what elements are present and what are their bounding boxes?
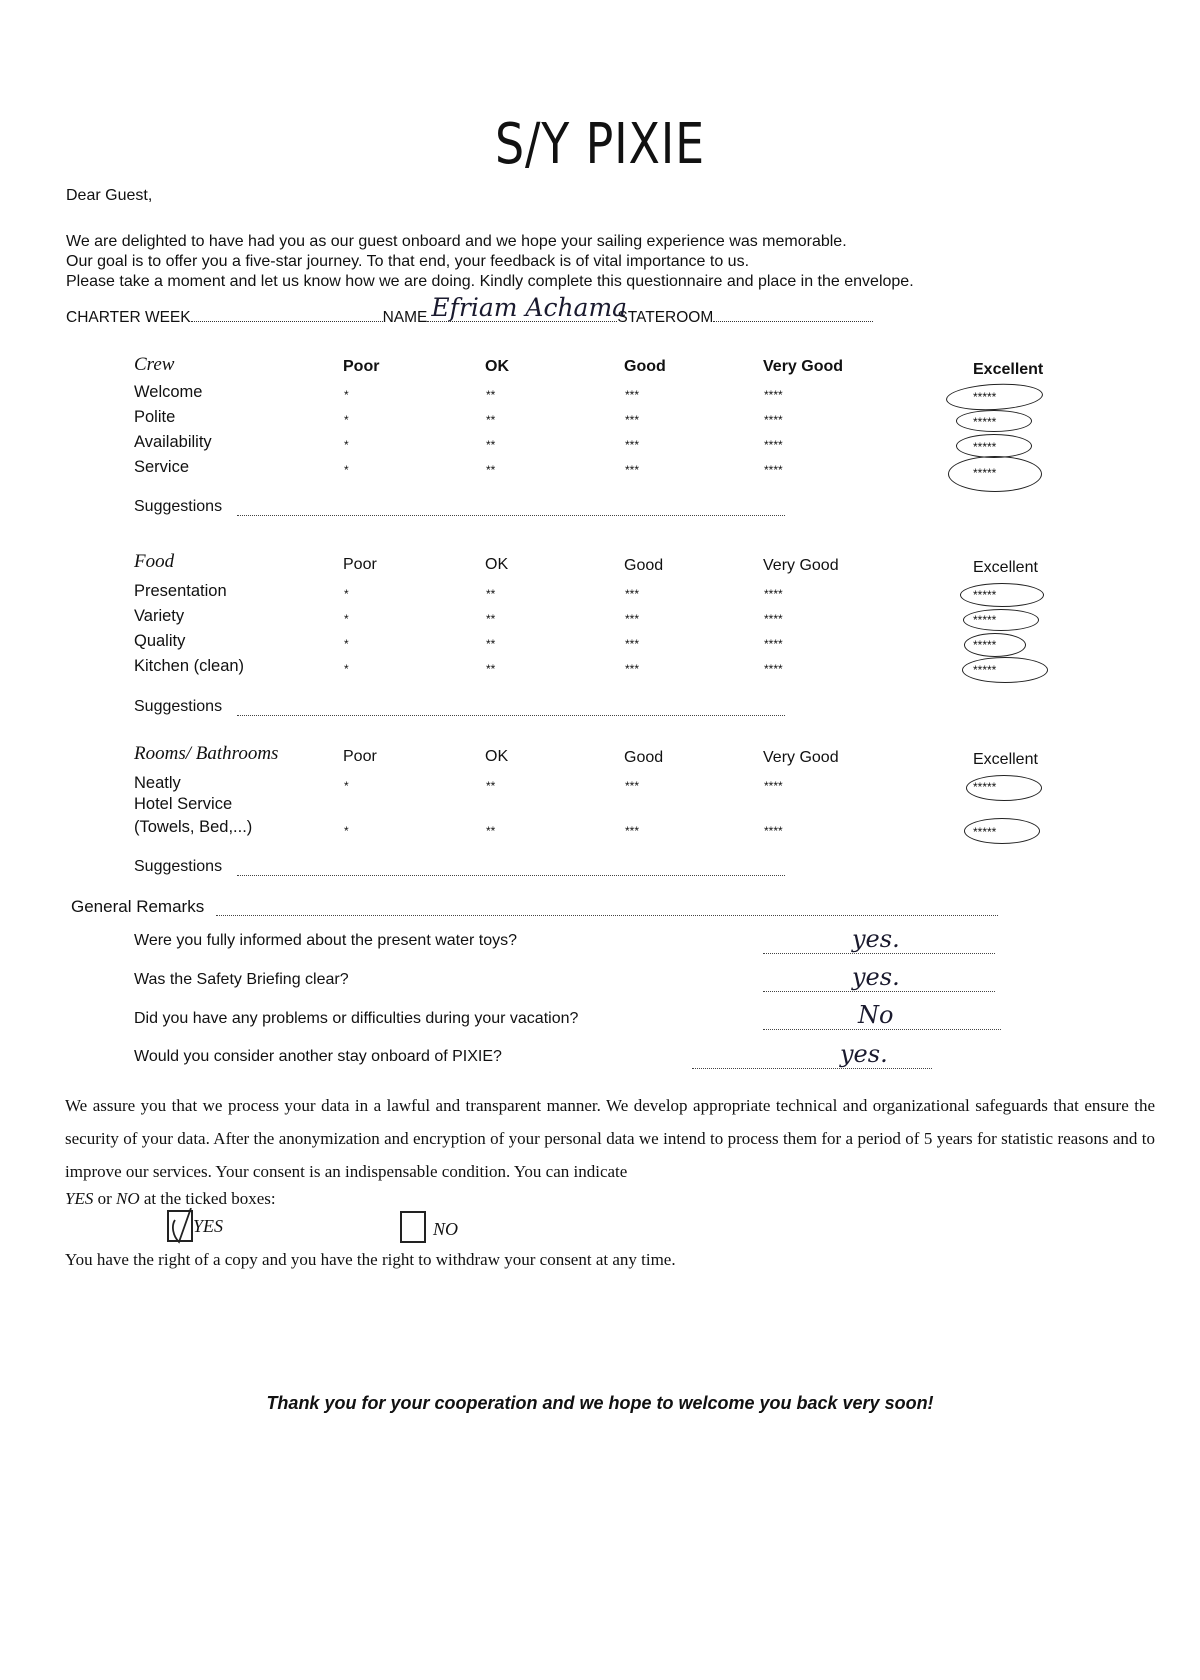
rating-option-very-good[interactable]: **** bbox=[764, 413, 783, 427]
row-label: Welcome bbox=[134, 383, 203, 401]
suggestions-field[interactable] bbox=[237, 714, 785, 716]
suggestions-field[interactable] bbox=[237, 514, 785, 516]
rating-option-poor[interactable]: * bbox=[344, 662, 349, 676]
column-poor: Poor bbox=[343, 358, 380, 375]
stateroom-label: STATEROOM bbox=[617, 309, 714, 326]
column-very-good: Very Good bbox=[763, 749, 839, 766]
hand-drawn-circle-icon bbox=[948, 456, 1042, 492]
thank-you-message: Thank you for your cooperation and we hope to welcome you back very soon! bbox=[266, 1393, 934, 1413]
column-poor: Poor bbox=[343, 556, 377, 573]
column-ok: OK bbox=[485, 556, 509, 573]
hand-drawn-circle-icon bbox=[960, 583, 1044, 607]
hand-drawn-circle-icon bbox=[956, 410, 1032, 432]
rating-option-poor[interactable]: * bbox=[344, 463, 349, 477]
rating-option-excellent[interactable]: ***** bbox=[973, 440, 997, 454]
hand-drawn-circle-icon bbox=[962, 657, 1048, 683]
rating-option-very-good[interactable]: **** bbox=[764, 779, 783, 793]
answer-handwritten: yes. bbox=[852, 925, 900, 953]
column-very-good: Very Good bbox=[763, 557, 839, 574]
question-text: Were you fully informed about the present water toys? bbox=[134, 932, 518, 949]
rating-option-ok[interactable]: ** bbox=[486, 824, 496, 838]
rating-option-very-good[interactable]: **** bbox=[764, 612, 783, 626]
hand-drawn-circle-icon bbox=[945, 381, 1043, 412]
column-poor: Poor bbox=[343, 748, 377, 765]
section-title-rooms: Rooms/ Bathrooms bbox=[134, 743, 279, 764]
rating-option-poor[interactable]: * bbox=[344, 824, 349, 838]
charter-week-field[interactable] bbox=[191, 307, 383, 322]
hand-drawn-circle-icon bbox=[956, 434, 1032, 458]
rating-option-good[interactable]: *** bbox=[625, 463, 640, 477]
intro-line-2: Our goal is to offer you a five-star journey. To that end, your feedback is of vital importance to us. bbox=[66, 253, 750, 270]
section-title-crew: Crew bbox=[134, 354, 175, 375]
column-ok: OK bbox=[485, 748, 509, 765]
rating-option-ok[interactable]: ** bbox=[486, 438, 496, 452]
column-very-good: Very Good bbox=[763, 358, 844, 375]
rating-option-excellent[interactable]: ***** bbox=[973, 415, 997, 429]
rating-option-poor[interactable]: * bbox=[344, 612, 349, 626]
rating-option-poor[interactable]: * bbox=[344, 413, 349, 427]
guest-info-line bbox=[66, 293, 873, 327]
rating-option-good[interactable]: *** bbox=[625, 662, 640, 676]
rating-option-good[interactable]: *** bbox=[625, 438, 640, 452]
intro-line-3: Please take a moment and let us know how we are doing. Kindly complete this questionnaire and place in the envelope. bbox=[66, 273, 914, 290]
checkmark-icon bbox=[169, 1208, 195, 1244]
rating-option-good[interactable]: *** bbox=[625, 587, 640, 601]
row-label: Presentation bbox=[134, 582, 227, 600]
rating-option-ok[interactable]: ** bbox=[486, 662, 496, 676]
column-excellent: Excellent bbox=[973, 559, 1038, 576]
rating-option-excellent[interactable]: ***** bbox=[973, 613, 997, 627]
rating-option-excellent[interactable]: ***** bbox=[973, 588, 997, 602]
row-label: Hotel Service bbox=[134, 795, 233, 813]
stateroom-field[interactable] bbox=[713, 307, 873, 322]
suggestions-label: Suggestions bbox=[134, 698, 223, 715]
rating-option-poor[interactable]: * bbox=[344, 779, 349, 793]
privacy-text: We assure you that we process your data in a lawful and transparent manner. We develop appropriate technical and organizational safeguards that ensure the security of your data. After the anonymization and encryption of your personal data we intend to process them for a period of 5 years for statistic reasons and to improve our services. Your consent is an indispensable condition. You can indicate bbox=[65, 1096, 1155, 1181]
no-word: NO bbox=[116, 1189, 140, 1208]
ticked-boxes-text: at the ticked boxes: bbox=[139, 1189, 276, 1208]
rating-option-poor[interactable]: * bbox=[344, 587, 349, 601]
column-excellent: Excellent bbox=[973, 361, 1044, 378]
rating-option-very-good[interactable]: **** bbox=[764, 587, 783, 601]
consent-yes-label: YES bbox=[193, 1216, 224, 1236]
rating-option-ok[interactable]: ** bbox=[486, 637, 496, 651]
hand-drawn-circle-icon bbox=[966, 775, 1042, 801]
hand-drawn-circle-icon bbox=[963, 609, 1039, 631]
rating-option-very-good[interactable]: **** bbox=[764, 662, 783, 676]
consent-no-checkbox[interactable] bbox=[400, 1211, 426, 1243]
rating-option-good[interactable]: *** bbox=[625, 612, 640, 626]
rating-option-poor[interactable]: * bbox=[344, 637, 349, 651]
row-label-continued: (Towels, Bed,...) bbox=[134, 818, 253, 836]
question-text: Would you consider another stay onboard of PIXIE? bbox=[134, 1048, 502, 1065]
row-label: Quality bbox=[134, 632, 186, 650]
answer-handwritten: yes. bbox=[840, 1040, 888, 1068]
intro-text bbox=[66, 232, 1066, 292]
rating-option-poor[interactable]: * bbox=[344, 388, 349, 402]
rating-option-very-good[interactable]: **** bbox=[764, 388, 783, 402]
rating-option-very-good[interactable]: **** bbox=[764, 824, 783, 838]
rating-option-very-good[interactable]: **** bbox=[764, 438, 783, 452]
answer-handwritten: yes. bbox=[852, 963, 900, 991]
salutation: Dear Guest, bbox=[66, 187, 153, 204]
rating-option-excellent[interactable]: ***** bbox=[973, 825, 997, 839]
rating-option-good[interactable]: *** bbox=[625, 637, 640, 651]
row-label: Service bbox=[134, 458, 190, 476]
column-good: Good bbox=[624, 557, 664, 574]
rights-text: You have the right of a copy and you have the right to withdraw your consent at any time. bbox=[65, 1250, 676, 1269]
rating-option-ok[interactable]: ** bbox=[486, 388, 496, 402]
rating-option-ok[interactable]: ** bbox=[486, 463, 496, 477]
consent-yes-checkbox[interactable] bbox=[167, 1210, 193, 1242]
rating-option-good[interactable]: *** bbox=[625, 779, 640, 793]
general-remarks-field[interactable] bbox=[216, 914, 998, 916]
rating-option-ok[interactable]: ** bbox=[486, 587, 496, 601]
consent-no-label: NO bbox=[433, 1219, 459, 1239]
general-remarks-label: General Remarks bbox=[71, 897, 205, 916]
name-label: NAME bbox=[382, 309, 428, 326]
rating-option-excellent[interactable]: ***** bbox=[973, 638, 997, 652]
suggestions-label: Suggestions bbox=[134, 858, 223, 875]
intro-line-1: We are delighted to have had you as our guest onboard and we hope your sailing experience was memorable. bbox=[66, 233, 847, 250]
charter-week-label: CHARTER WEEK bbox=[66, 309, 191, 326]
hand-drawn-circle-icon bbox=[964, 633, 1026, 657]
rating-option-very-good[interactable]: **** bbox=[764, 637, 783, 651]
suggestions-field[interactable] bbox=[237, 874, 785, 876]
or-word: or bbox=[93, 1189, 117, 1208]
document-title: S/Y PIXIE bbox=[495, 112, 705, 177]
question-text: Did you have any problems or difficulties during your vacation? bbox=[134, 1010, 579, 1027]
rating-option-ok[interactable]: ** bbox=[486, 612, 496, 626]
question-text: Was the Safety Briefing clear? bbox=[134, 971, 349, 988]
privacy-statement bbox=[65, 1089, 1155, 1210]
rating-option-excellent[interactable]: ***** bbox=[973, 663, 997, 677]
rating-option-good[interactable]: *** bbox=[625, 413, 640, 427]
rating-option-excellent[interactable]: ***** bbox=[973, 390, 997, 404]
row-label: Variety bbox=[134, 607, 185, 625]
column-ok: OK bbox=[485, 358, 509, 375]
row-label: Kitchen (clean) bbox=[134, 657, 245, 675]
rating-option-excellent[interactable]: ***** bbox=[973, 780, 997, 794]
rating-option-good[interactable]: *** bbox=[625, 388, 640, 402]
rating-option-excellent[interactable]: ***** bbox=[973, 466, 997, 480]
column-excellent: Excellent bbox=[973, 751, 1038, 768]
name-field[interactable]: Efriam Achama bbox=[427, 307, 617, 322]
row-label: Neatly bbox=[134, 774, 181, 792]
rating-option-very-good[interactable]: **** bbox=[764, 463, 783, 477]
yes-word: YES bbox=[65, 1189, 94, 1208]
section-title-food: Food bbox=[134, 551, 175, 572]
row-label: Availability bbox=[134, 433, 212, 451]
column-good: Good bbox=[624, 749, 664, 766]
column-good: Good bbox=[624, 358, 666, 375]
rating-option-ok[interactable]: ** bbox=[486, 413, 496, 427]
rating-option-poor[interactable]: * bbox=[344, 438, 349, 452]
answer-field[interactable] bbox=[692, 1067, 932, 1069]
rating-option-good[interactable]: *** bbox=[625, 824, 640, 838]
answer-handwritten: No bbox=[858, 1001, 894, 1029]
rating-option-ok[interactable]: ** bbox=[486, 779, 496, 793]
hand-drawn-circle-icon bbox=[964, 818, 1040, 844]
suggestions-label: Suggestions bbox=[134, 498, 223, 515]
row-label: Polite bbox=[134, 408, 176, 426]
